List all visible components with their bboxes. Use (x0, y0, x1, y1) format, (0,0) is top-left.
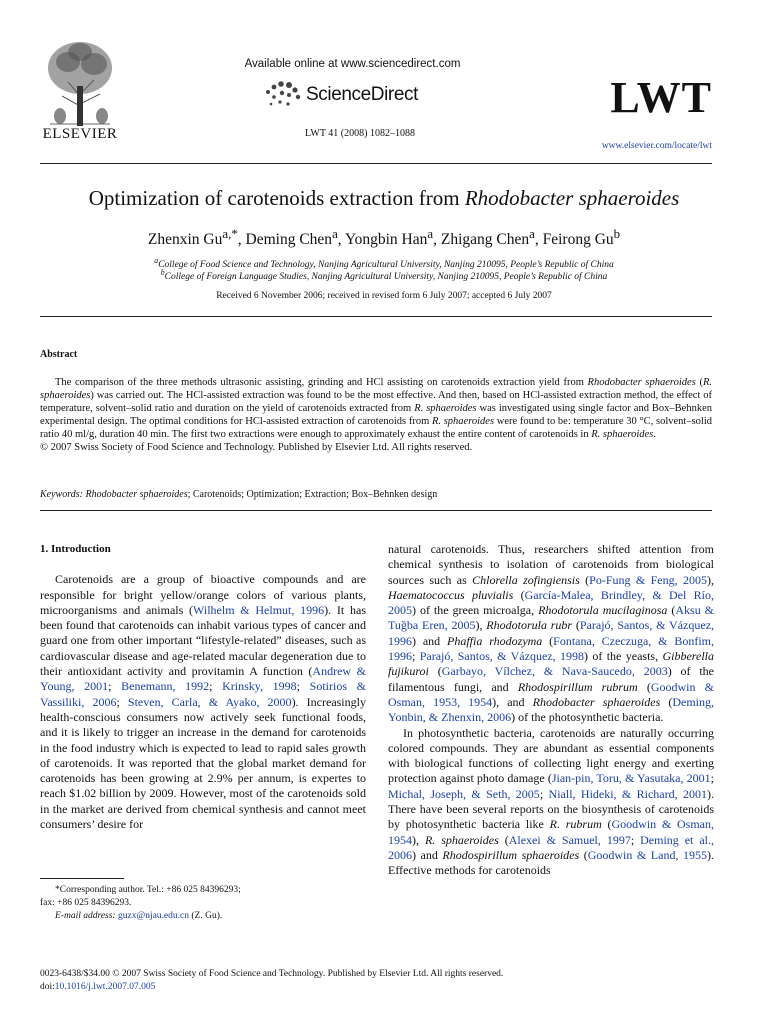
abstract-divider (40, 510, 712, 511)
citation-link[interactable]: Deming et al., 2006 (388, 832, 714, 862)
italic-term: Gibberella fujikuroi (388, 649, 714, 679)
citation-link[interactable]: Michal, Joseph, & Seth, 2005 (388, 786, 540, 801)
text-run: ) of the photosynthetic bacteria. (511, 710, 664, 725)
footnote-email: E-mail address: guzx@njau.edu.cn (Z. Gu). (55, 911, 223, 921)
author-4: Zhigang Chen$^a$ (440, 226, 535, 249)
body-left-column (40, 542, 366, 832)
text-run: ( (428, 664, 442, 679)
title-divider (40, 316, 712, 317)
issn-copyright-line: 0023-6438/$34.00 © 2007 Swiss Society of Food Science and Technology. Published by Elsevier Ltd. All rights reserved. (40, 969, 504, 979)
author-1: Zhenxin $Gu^{a,*}$ (147, 226, 238, 249)
text-run: ; (710, 771, 714, 786)
text-run: ; (539, 786, 549, 801)
article-title (40, 186, 728, 211)
italic-term: Rhodobacter sphaeroides (85, 489, 188, 500)
intro-paragraph-1 (40, 572, 366, 832)
footnote-phone: *Corresponding author. Tel.: +86 025 84396293; (55, 885, 241, 895)
elsevier-wordmark: ELSEVIER (42, 126, 118, 142)
citation-link[interactable]: Andrew & Young, 2001 (40, 664, 366, 694)
text-run: ). Effective methods for carotenoids (388, 847, 714, 878)
text-run: In photosynthetic bacteria, carotenoids are naturally occurring colored compounds. They are abundant as essential components with biological functions of collecting light energy and exerting protection against photo damage ( (388, 725, 714, 786)
text-run: ; (412, 649, 420, 664)
citation-link[interactable]: Krinsky, 1998 (222, 679, 297, 694)
text-run: natural carotenoids. Thus, researchers shifted attention from chemical synthesis to isolation of carotenoids from biological sources such as (388, 542, 714, 587)
page-footer (40, 968, 712, 994)
text-run: ( (601, 817, 612, 832)
text-run: ), (475, 618, 487, 633)
text-run: Carotenoids are a group of bioactive compounds and are responsible for bright yellow/orange colors of various plants, microorganisms and animals ( (40, 572, 366, 617)
text-run: ( (579, 572, 590, 587)
citation-link[interactable]: Goodwin & Osman, 1953, 1954 (388, 679, 715, 709)
abstract-copyright: © 2007 Swiss Society of Food Science and Technology. Published by Elsevier Ltd. All rights reserved. (40, 442, 473, 453)
citation-link[interactable]: Steven, Carla, & Ayako, 2000 (127, 694, 292, 709)
author-2: Deming Chen$^a$ (245, 226, 338, 249)
doi-line: doi:10.1016/j.lwt.2007.07.005 (40, 982, 156, 992)
title-species: Rhodobacter sphaeroides (464, 186, 680, 210)
text-run: ). It has been found that carotenoids can inhabit various types of cancer and guard one from other important “lifestyle-related” diseases, such as cardiovascular disease and age-related macular degeneration due to their antioxidant activity and provitamin A function ( (40, 602, 366, 679)
section-heading-introduction: 1. Introduction (40, 543, 111, 555)
citation-link[interactable]: Niall, Hideki, & Richard, 2001 (548, 786, 707, 801)
text-run: ; (116, 694, 128, 709)
italic-term: R. sphaeroides (40, 377, 712, 401)
italic-term: R. sphaeroides (431, 416, 495, 427)
italic-term: Rhodospirillum rubrum (517, 679, 638, 694)
keywords-label: Keywords: (40, 489, 86, 500)
text-run: were found to be: temperature 30 °C, solvent–solid ratio 40 ml/g, duration 40 min. The first two extractions were enough to approximately exhaust the entire content of carotenoids in (40, 416, 713, 440)
text-run: ; (296, 679, 310, 694)
sciencedirect-wordmark: ScienceDirect (306, 84, 419, 105)
text-run: ). Increasingly health-conscious consumers now actively seek functional foods, and it is likely to trigger an increase in the demand for carotenoids in the food industry which is expected to lead to rapid sales growth of carotenoids. It was reported that the global market demand for carotenoids has been growing at 2.9% per annum, is expertes to reach $1.02 billion by 2009. However, most of the carotenoids sold in the market are derived from chemical synthesis and cannot meet consumers’ desire for (40, 694, 366, 832)
citation-link[interactable]: Alexei & Samuel, 1997 (508, 832, 631, 847)
text-run: ) was carried out. The HCl-assisted extraction was found to be the most effective. And then, based on HCl-assisted extraction method, the effect of temperature, solvent–solid ratio and duration on the yield of carotenoids extracted from (40, 390, 712, 414)
text-run: ), (412, 832, 425, 847)
italic-term: Rhodobacter sphaeroides (532, 694, 661, 709)
text-run: ( (695, 377, 703, 388)
affiliation-b: $^b$College of Foreign Language Studies, Nanjing Agricultural University, Nanjing 210095, People’s Republic of China (160, 268, 608, 283)
citation-link[interactable]: Garbayo, Vílchez, & Nava-Saucedo, 2003 (441, 664, 668, 679)
text-run: . (653, 429, 656, 440)
intro-paragraph-1-continued (388, 542, 714, 726)
text-run: ( (513, 587, 525, 602)
italic-term: Rhodotorula mucilaginosa (538, 603, 668, 618)
author-5: Feirong Gu$^b$ (542, 226, 621, 249)
citation-link[interactable]: Po-Fung & Feng, 2005 (589, 572, 707, 587)
citation-link[interactable]: Wilhelm & Helmut, 1996 (193, 602, 325, 617)
text-run: ( (498, 832, 509, 847)
citation-link[interactable]: Goodwin & Osman, 1954 (388, 817, 714, 847)
text-run: ( (667, 603, 676, 618)
text-run: ), and (492, 694, 533, 709)
journal-reference: LWT 41 (2008) 1082–1088 (305, 128, 415, 139)
citation-link[interactable]: Fontana, Czeczuga, & Bonfim, 1996 (388, 633, 714, 664)
text-run: ) and (412, 847, 443, 862)
footnote-fax: fax: +86 025 84396293. (40, 898, 132, 908)
italic-term: R. sphaeroides (591, 429, 654, 440)
text-run: ( (542, 633, 554, 648)
italic-term: Phaffia rhodozyma (447, 633, 543, 648)
citation-link[interactable]: Parajó, Santos, & Vázquez, 1996 (388, 618, 715, 648)
italic-term: R. sphaeroides (424, 832, 499, 847)
text-run: ; Carotenoids; Optimization; Extraction; Box–Behnken design (187, 489, 438, 500)
affiliation-a: $^a$College of Food Science and Technology, Nanjing Agricultural University, Nanjing 210095, People’s Republic of China (154, 256, 614, 271)
italic-term: R. rubrum (549, 817, 602, 832)
journal-url-link[interactable]: www.elsevier.com/locate/lwt (601, 141, 712, 151)
text-run: ). There have been several reports on the biosynthesis of carotenoids by photosynthetic bacteria like (388, 786, 714, 832)
journal-logo: LWT (610, 73, 712, 122)
citation-link[interactable]: Goodwin & Land, 1955 (587, 847, 707, 862)
abstract-heading: Abstract (40, 349, 78, 360)
corresponding-author-footnote (40, 884, 366, 923)
text-run: ), (707, 572, 714, 587)
citation-link[interactable]: Parajó, Santos, & Vázquez, 1998 (419, 649, 584, 664)
header-divider (40, 163, 712, 164)
author-3: Yongbin Han$^a$ (344, 226, 434, 249)
title-main: Optimization of carotenoids extraction from (88, 186, 465, 210)
author-list: Zhenxin $Gu^{a,*}$, Deming Chen$^a$, Yongbin Han$^a$, Zhigang Chen$^a$, Feirong Gu$^b$ (147, 226, 621, 249)
text-run: ) and (412, 633, 448, 648)
text-run: ; (108, 679, 122, 694)
text-run: ( (579, 847, 588, 862)
citation-link[interactable]: García-Malea, Brindley, & Del Río, 2005 (388, 587, 714, 618)
footnote-divider (40, 878, 124, 879)
italic-term: Rhodotorula rubr (486, 618, 573, 633)
citation-link[interactable]: Deming, Yonbin, & Zhenxin, 2006 (388, 694, 715, 725)
keywords-list (85, 489, 437, 500)
text-run: ( (660, 694, 673, 709)
citation-link[interactable]: Jian-pin, Toru, & Yasutaka, 2001 (551, 771, 711, 786)
available-online-text: Available online at www.sciencedirect.com (244, 58, 461, 70)
text-run: ; (209, 679, 223, 694)
italic-term: Rhodobacter sphaeroides (587, 377, 696, 388)
italic-term: Chlorella zofingiensis (472, 572, 580, 587)
citation-link[interactable]: Sotirios & Vassiliki, 2006 (40, 679, 366, 709)
text-run: ) of the filamentous fungi, and (388, 664, 715, 694)
citation-link[interactable]: Benemann, 1992 (121, 679, 210, 694)
email-link[interactable]: guzx@njau.edu.cn (117, 911, 189, 921)
body-right-column (388, 542, 714, 879)
text-run: was investigated using single factor and Box–Behnken experimental design. The optimal conditions for HCl-assisted extraction of carotenoids from (40, 403, 712, 427)
italic-term: Rhodospirillum sphaeroides (442, 847, 580, 862)
text-run: ( (572, 618, 580, 633)
text-run: ( (637, 679, 651, 694)
text-run: ) of the green microalga, (412, 603, 539, 618)
abstract-body (40, 376, 712, 454)
italic-term: R. sphaeroides (414, 403, 477, 414)
italic-term: Haematococcus pluvialis (388, 587, 514, 602)
text-run: ; (630, 832, 641, 847)
text-run: The comparison of the three methods ultrasonic assisting, grinding and HCl assisting on carotenoids extraction yield from (55, 377, 588, 388)
abstract-paragraph (40, 376, 712, 441)
text-run: ) of the yeasts, (583, 649, 663, 664)
intro-paragraph-2 (388, 726, 714, 879)
doi-link[interactable]: 10.1016/j.lwt.2007.07.005 (54, 982, 156, 992)
keywords (40, 489, 712, 500)
elsevier-tree-logo (40, 36, 120, 132)
citation-link[interactable]: Aksu & Tuğba Eren, 2005 (388, 603, 714, 633)
received-dates: Received 6 November 2006; received in revised form 6 July 2007; accepted 6 July 2007 (216, 291, 552, 301)
